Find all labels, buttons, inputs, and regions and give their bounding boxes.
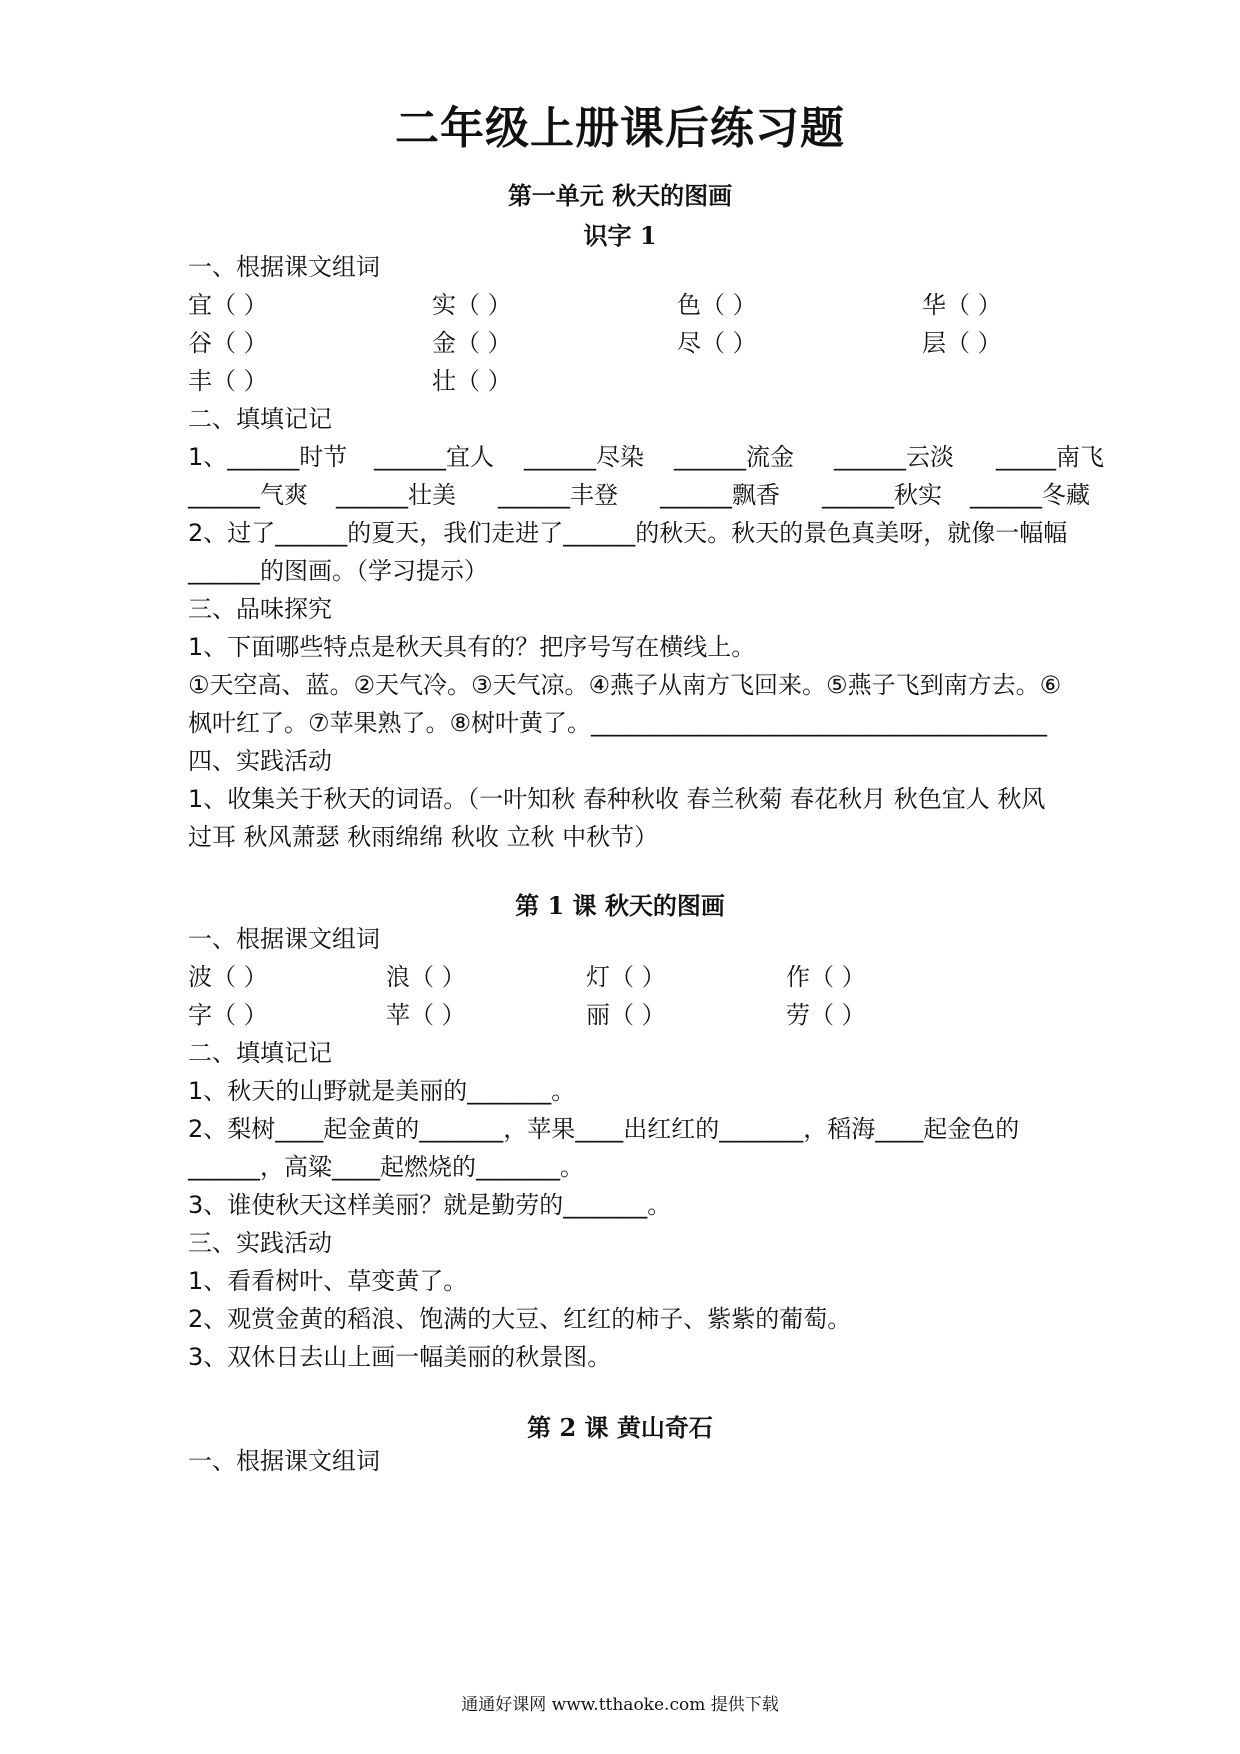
- lesson1-heading: 第 1 课 秋天的图画: [515, 891, 725, 920]
- question-line: 2、过了______的夏天，我们走进了______的秋天。秋天的景色真美呀，就像一幅幅: [188, 519, 1068, 547]
- footer-credit: 通通好课网 www.tthaoke.com 提供下载: [461, 1695, 779, 1715]
- word-cell: 劳（ ）: [786, 1001, 866, 1029]
- question-line: 3、双休日去山上画一幅美丽的秋景图。: [188, 1343, 612, 1371]
- word-cell: 色（ ）: [677, 291, 757, 319]
- word-cell: 华（ ）: [922, 291, 1002, 319]
- unit1-heading: 第一单元 秋天的图画: [507, 181, 733, 210]
- fill-phrase: ______丰登: [498, 481, 618, 509]
- question-line: 1、下面哪些特点是秋天具有的？把序号写在横线上。: [188, 633, 756, 661]
- word-cell: 浪（ ）: [386, 963, 466, 991]
- fill-phrase: ______宜人: [374, 443, 494, 471]
- word-cell: 丰（ ）: [188, 367, 268, 395]
- lesson-shizi-heading: 识字 1: [583, 221, 657, 250]
- section-title: 一、根据课文组词: [188, 1447, 380, 1475]
- fill-phrase: _____南飞: [996, 443, 1104, 471]
- word-cell: 层（ ）: [922, 329, 1002, 357]
- word-cell: 作（ ）: [786, 963, 866, 991]
- fill-phrase: ______秋实: [822, 481, 942, 509]
- section-title: 二、填填记记: [188, 1039, 332, 1067]
- fill-phrase: ______冬藏: [970, 481, 1090, 509]
- word-cell: 宜（ ）: [188, 291, 268, 319]
- section-title: 一、根据课文组词: [188, 925, 380, 953]
- word-cell: 丽（ ）: [586, 1001, 666, 1029]
- word-cell: 尽（ ）: [677, 329, 757, 357]
- fill-phrase: ______流金: [674, 443, 794, 471]
- section-title: 三、品味探究: [188, 595, 332, 623]
- section-title: 四、实践活动: [188, 747, 332, 775]
- question-line: 1、看看树叶、草变黄了。: [188, 1267, 468, 1295]
- fill-phrase: ______壮美: [336, 481, 456, 509]
- word-cell: 金（ ）: [432, 329, 512, 357]
- word-cell: 波（ ）: [188, 963, 268, 991]
- word-cell: 壮（ ）: [432, 367, 512, 395]
- word-cell: 苹（ ）: [386, 1001, 466, 1029]
- question-line: 1、收集关于秋天的词语。（一叶知秋 春种秋收 春兰秋菊 春花秋月 秋色宜人 秋风: [188, 785, 1046, 813]
- fill-phrase: ______气爽: [188, 481, 308, 509]
- fill-phrase: 1、______时节: [188, 443, 348, 471]
- lesson2-heading: 第 2 课 黄山奇石: [527, 1413, 713, 1442]
- word-cell: 谷（ ）: [188, 329, 268, 357]
- question-line: 2、观赏金黄的稻浪、饱满的大豆、红红的柿子、紫紫的葡萄。: [188, 1305, 852, 1333]
- question-line: 过耳 秋风萧瑟 秋雨绵绵 秋收 立秋 中秋节）: [188, 823, 659, 851]
- page-title: 二年级上册课后练习题: [395, 103, 845, 154]
- word-cell: 实（ ）: [432, 291, 512, 319]
- question-line: ______的图画。（学习提示）: [188, 557, 488, 585]
- fill-phrase: ______尽染: [524, 443, 644, 471]
- question-line: ______，高粱____起燃烧的_______。: [188, 1153, 584, 1181]
- fill-phrase: ______云淡: [834, 443, 954, 471]
- question-line: 3、谁使秋天这样美丽？就是勤劳的_______。: [188, 1191, 672, 1219]
- question-line: 枫叶红了。⑦苹果熟了。⑧树叶黄了。______________________________________: [188, 709, 1048, 737]
- question-line: 1、秋天的山野就是美丽的_______。: [188, 1077, 576, 1105]
- question-line: 2、梨树____起金黄的_______，苹果____出红红的_______，稻海____起金色的: [188, 1115, 1020, 1143]
- section-title: 三、实践活动: [188, 1229, 332, 1257]
- question-line: ①天空高、蓝。②天气冷。③天气凉。④燕子从南方飞回来。⑤燕子飞到南方去。⑥: [188, 671, 1062, 699]
- word-cell: 字（ ）: [188, 1001, 268, 1029]
- fill-phrase: ______飘香: [660, 481, 780, 509]
- section-title: 二、填填记记: [188, 405, 332, 433]
- section-title: 一、根据课文组词: [188, 253, 380, 281]
- word-cell: 灯（ ）: [586, 963, 666, 991]
